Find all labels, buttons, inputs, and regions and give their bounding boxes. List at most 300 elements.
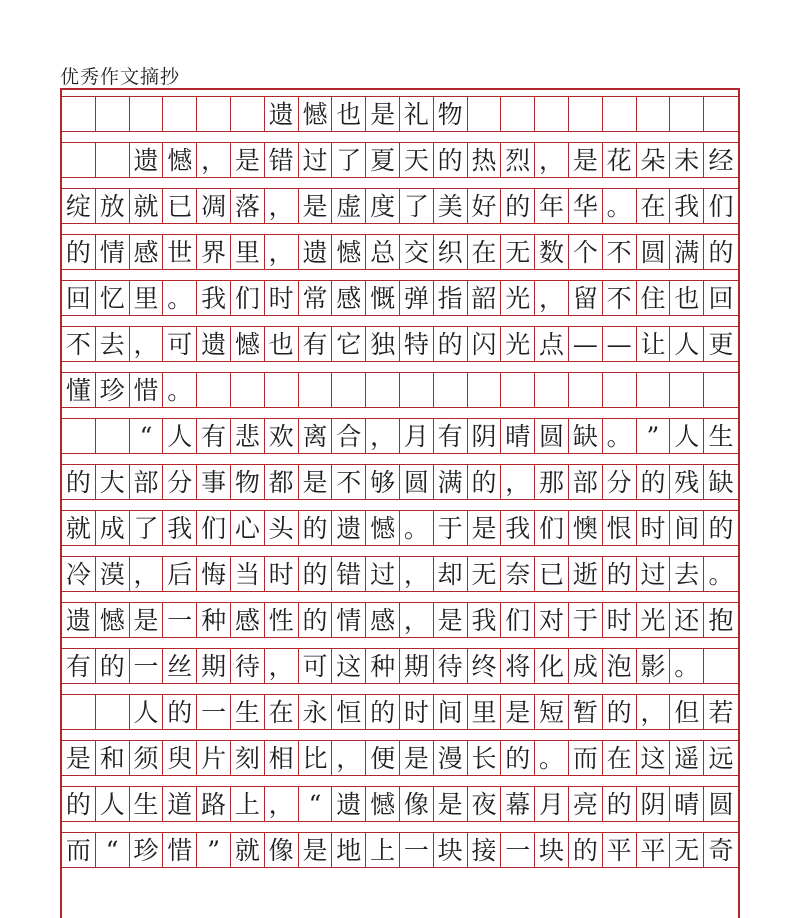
grid-cell: 丝 [163,649,197,683]
grid-cell: 光 [637,603,671,637]
grid-cell: 珍 [96,373,130,407]
grid-cell: 恒 [332,695,366,729]
grid-cell: 在 [603,741,637,775]
grid-cell: 于 [569,603,603,637]
grid-cell: 就 [130,189,164,223]
grid-cell: 憾 [96,603,130,637]
grid-cell: 悲 [231,419,265,453]
grid-cell: 的 [62,235,96,269]
grid-cell [231,97,265,131]
text-line [62,648,738,684]
grid-cell [299,373,333,407]
grid-cell: 都 [265,465,299,499]
grid-cell: 懂 [62,373,96,407]
grid-cell: 接 [468,833,502,867]
grid-cell: 终 [468,649,502,683]
grid-cell: 却 [434,557,468,591]
grid-cell: 天 [400,143,434,177]
grid-cell: “ [130,419,164,453]
grid-cell: 。 [163,373,197,407]
grid-cell: 是 [434,787,468,821]
grid-cell: 圆 [637,235,671,269]
grid-cell: 有 [197,419,231,453]
text-line [62,510,738,546]
grid-cell: 留 [569,281,603,315]
grid-cell: 像 [400,787,434,821]
grid-cell: 们 [197,511,231,545]
grid-cell: 须 [130,741,164,775]
grid-paper [60,88,740,918]
grid-cell: 在 [468,235,502,269]
grid-cell: 的 [637,465,671,499]
grid-cell: 感 [366,603,400,637]
grid-cell: 对 [535,603,569,637]
grid-cell: ， [130,327,164,361]
grid-cell: 月 [535,787,569,821]
grid-cell: 阴 [468,419,502,453]
grid-cell: 未 [670,143,704,177]
grid-cell: 像 [265,833,299,867]
grid-cell: ” [197,833,231,867]
grid-cell: ， [501,465,535,499]
grid-cell: 的 [96,649,130,683]
grid-cell: 合 [332,419,366,453]
grid-cell [569,97,603,131]
grid-cell: 块 [535,833,569,867]
grid-cell: 成 [96,511,130,545]
grid-cell: 感 [130,235,164,269]
grid-cell: 是 [62,741,96,775]
grid-cell: 憾 [332,235,366,269]
grid-cell: 憾 [163,143,197,177]
grid-cell: 凋 [197,189,231,223]
grid-cell: 这 [637,741,671,775]
grid-cell: 憾 [299,97,333,131]
grid-cell: 已 [163,189,197,223]
grid-cell [62,419,96,453]
grid-cell: 美 [434,189,468,223]
grid-cell [670,97,704,131]
grid-cell: 住 [637,281,671,315]
grid-cell: 欢 [265,419,299,453]
grid-cell: 是 [299,189,333,223]
grid-cell: 们 [535,511,569,545]
grid-cell: 我 [501,511,535,545]
grid-cell [603,97,637,131]
grid-cell: 缺 [708,467,734,497]
text-line [62,418,738,454]
grid-cell: 是 [366,97,400,131]
text-line [62,694,738,730]
grid-cell: 憾 [366,511,400,545]
grid-cell: 逝 [569,557,603,591]
grid-cell: ， [400,603,434,637]
grid-cell: 幕 [501,787,535,821]
text-line [62,234,738,270]
grid-cell: 人 [163,419,197,453]
grid-cell: 是 [434,603,468,637]
grid-cell: 年 [535,189,569,223]
grid-cell: 部 [130,465,164,499]
text-line [62,832,738,868]
text-line [62,556,738,592]
grid-cell: 情 [332,603,366,637]
grid-cell: 有 [299,327,333,361]
grid-cell: 悔 [197,557,231,591]
grid-cell: 待 [231,649,265,683]
grid-cell: 漠 [96,557,130,591]
grid-cell: 阴 [637,787,671,821]
grid-cell: 部 [569,465,603,499]
grid-cell: 生 [231,695,265,729]
grid-cell: 抱 [708,605,734,635]
grid-cell: ， [197,143,231,177]
grid-cell: 刻 [231,741,265,775]
grid-cell: 。 [603,189,637,223]
grid-cell: ” [637,419,671,453]
grid-cell: 物 [231,465,265,499]
grid-cell: 可 [163,327,197,361]
grid-cell: 种 [197,603,231,637]
grid-cell: 交 [400,235,434,269]
grid-cell: 分 [163,465,197,499]
grid-cell: 地 [332,833,366,867]
grid-cell: 了 [130,511,164,545]
grid-cell: 回 [708,283,734,313]
grid-cell: 月 [400,419,434,453]
grid-cell: 平 [637,833,671,867]
grid-cell: 憾 [366,787,400,821]
grid-cell: 圆 [535,419,569,453]
grid-cell: 物 [434,97,468,131]
grid-cell: 那 [535,465,569,499]
grid-cell: 是 [231,143,265,177]
grid-cell: 片 [197,741,231,775]
grid-cell: 的 [299,557,333,591]
grid-cell: 便 [366,741,400,775]
grid-cell: 可 [299,649,333,683]
grid-cell: 的 [569,833,603,867]
grid-cell: 一 [400,833,434,867]
grid-cell: 夜 [468,787,502,821]
grid-cell: 的 [501,189,535,223]
grid-cell: 的 [603,557,637,591]
grid-cell: 就 [62,511,96,545]
grid-cell: 的 [163,695,197,729]
grid-cell: 感 [231,603,265,637]
grid-cell: ， [332,741,366,775]
grid-cell: 。 [535,741,569,775]
grid-cell: — [569,327,603,361]
text-line [62,326,738,362]
grid-cell: 晴 [501,419,535,453]
grid-cell [637,373,671,407]
grid-cell: 暂 [569,695,603,729]
grid-cell: 。 [400,511,434,545]
grid-cell: 遗 [332,787,366,821]
text-line [62,372,738,408]
grid-cell: 成 [569,649,603,683]
grid-cell: 烈 [501,143,535,177]
text-line [62,602,738,638]
grid-cell: 的 [62,465,96,499]
grid-cell: 憾 [231,327,265,361]
grid-cell: 性 [265,603,299,637]
grid-cell [62,97,96,131]
grid-cell: 的 [62,787,96,821]
grid-cell: 里 [231,235,265,269]
grid-cell: 遗 [265,97,299,131]
grid-cell: 弹 [400,281,434,315]
grid-cell: 华 [569,189,603,223]
grid-cell: 将 [501,649,535,683]
text-line [62,280,738,316]
grid-cell: 不 [603,235,637,269]
grid-cell: 人 [670,419,704,453]
grid-cell: 是 [299,465,333,499]
grid-cell: 和 [96,741,130,775]
grid-cell: 亮 [569,787,603,821]
grid-cell: 是 [569,143,603,177]
grid-cell: 漫 [434,741,468,775]
grid-cell: 间 [434,695,468,729]
grid-cell [265,373,299,407]
grid-cell: ， [265,649,299,683]
grid-cell [96,97,130,131]
grid-cell: 期 [400,649,434,683]
grid-cell: 不 [332,465,366,499]
grid-cell: 它 [332,327,366,361]
grid-cell: 满 [434,465,468,499]
grid-cell: 晴 [670,787,704,821]
grid-cell: 已 [535,557,569,591]
grid-cell: 情 [96,235,130,269]
grid-cell: ， [265,189,299,223]
grid-cell: 块 [434,833,468,867]
grid-cell: 经 [708,145,734,175]
grid-cell: 待 [434,649,468,683]
grid-cell [62,143,96,177]
grid-cell: 生 [130,787,164,821]
text-line [62,464,738,500]
grid-cell: 平 [603,833,637,867]
grid-cell: 热 [468,143,502,177]
grid-cell [96,143,130,177]
grid-cell: 不 [62,327,96,361]
grid-cell: 一 [163,603,197,637]
grid-cell: 的 [434,143,468,177]
grid-cell: 过 [637,557,671,591]
grid-cell: 界 [197,235,231,269]
grid-cell [704,373,738,407]
grid-cell: 上 [366,833,400,867]
grid-cell: 影 [637,649,671,683]
grid-cell: 懊 [569,511,603,545]
grid-cell: 生 [708,421,734,451]
grid-cell [400,373,434,407]
grid-cell: 长 [468,741,502,775]
grid-cell: 我 [197,281,231,315]
grid-cell [704,97,738,131]
grid-cell: 里 [468,695,502,729]
grid-cell: 头 [265,511,299,545]
grid-cell: 一 [130,649,164,683]
grid-cell: 放 [96,189,130,223]
grid-cell: ， [265,235,299,269]
grid-cell: 去 [670,557,704,591]
text-line [62,142,738,178]
grid-cell [569,373,603,407]
grid-cell: “ [96,833,130,867]
grid-cell: 泡 [603,649,637,683]
grid-cell: 遥 [670,741,704,775]
grid-cell: 就 [231,833,265,867]
grid-cell [637,97,671,131]
grid-cell: 无 [468,557,502,591]
grid-cell: 的 [708,513,734,543]
grid-cell: 的 [603,695,637,729]
grid-cell: 永 [299,695,333,729]
heading-label: 优秀作文摘抄 [60,66,181,88]
grid-cell: 了 [332,143,366,177]
text-line [62,188,738,224]
grid-cell: ， [400,557,434,591]
grid-cell [130,97,164,131]
grid-cell [366,373,400,407]
text-line [62,740,738,776]
grid-cell: 里 [130,281,164,315]
grid-cell [468,373,502,407]
grid-cell: 时 [265,557,299,591]
grid-cell: 不 [603,281,637,315]
grid-cell: 遗 [332,511,366,545]
grid-cell: 惜 [130,373,164,407]
grid-cell [535,373,569,407]
grid-cell: 闪 [468,327,502,361]
grid-cell: 我 [468,603,502,637]
grid-cell: 大 [96,465,130,499]
grid-cell: 数 [535,235,569,269]
grid-cell: 夏 [366,143,400,177]
grid-cell: 时 [400,695,434,729]
grid-cell [197,97,231,131]
grid-cell: 了 [400,189,434,223]
grid-cell [96,419,130,453]
grid-cell: 们 [231,281,265,315]
grid-cell: 分 [603,465,637,499]
grid-cell: 离 [299,419,333,453]
grid-cell: 满 [670,235,704,269]
grid-cell: 惜 [163,833,197,867]
grid-cell: 缺 [569,419,603,453]
grid-cell: 事 [197,465,231,499]
grid-cell: 的 [434,327,468,361]
grid-cell: 让 [637,327,671,361]
grid-cell [197,373,231,407]
grid-cell: 总 [366,235,400,269]
grid-cell: 的 [603,787,637,821]
grid-cell: ， [130,557,164,591]
grid-cell: 路 [197,787,231,821]
grid-cell: 织 [434,235,468,269]
grid-cell: 花 [603,143,637,177]
grid-cell: 过 [299,143,333,177]
grid-cell: 感 [332,281,366,315]
grid-cell: 礼 [400,97,434,131]
grid-cell: 。 [670,649,704,683]
grid-cell: 光 [501,281,535,315]
grid-cell: 够 [366,465,400,499]
grid-cell: 但 [670,695,704,729]
grid-cell [501,373,535,407]
grid-cell: 度 [366,189,400,223]
grid-cell: 的 [299,511,333,545]
grid-cell: ， [535,281,569,315]
grid-cell: 后 [163,557,197,591]
grid-cell: 于 [434,511,468,545]
grid-cell [603,373,637,407]
grid-cell: 常 [299,281,333,315]
grid-cell: 时 [603,603,637,637]
grid-cell: 人 [670,327,704,361]
grid-cell: 朵 [637,143,671,177]
grid-cell: 光 [501,327,535,361]
grid-cell: 落 [231,189,265,223]
grid-cell: 上 [231,787,265,821]
grid-cell: 错 [332,557,366,591]
grid-cell: — [603,327,637,361]
grid-cell: 遗 [130,143,164,177]
grid-cell: 而 [569,741,603,775]
grid-cell: “ [299,787,333,821]
grid-cell: 过 [366,557,400,591]
grid-cell: 圆 [400,465,434,499]
grid-cell: 若 [708,697,734,727]
grid-cell: ， [535,143,569,177]
grid-cell: 冷 [62,557,96,591]
grid-cell: 世 [163,235,197,269]
grid-cell [670,373,704,407]
grid-cell: 化 [535,649,569,683]
grid-cell: 韶 [468,281,502,315]
grid-cell: 的 [366,695,400,729]
grid-cell: 远 [708,743,734,773]
grid-cell: 们 [501,603,535,637]
grid-cell: 而 [62,833,96,867]
grid-cell [468,97,502,131]
grid-cell: 无 [670,833,704,867]
grid-cell: 这 [332,649,366,683]
grid-cell: 好 [468,189,502,223]
grid-cell: 。 [163,281,197,315]
grid-cell: 也 [670,281,704,315]
grid-cell [501,97,535,131]
grid-cell: 残 [670,465,704,499]
grid-cell: 也 [265,327,299,361]
grid-cell: 间 [670,511,704,545]
grid-cell: ， [637,695,671,729]
grid-cell [535,97,569,131]
grid-cell: 是 [501,695,535,729]
grid-cell: 绽 [62,189,96,223]
grid-cell: 我 [163,511,197,545]
title-row [62,96,738,132]
grid-cell: 错 [265,143,299,177]
grid-cell: 的 [468,465,502,499]
grid-cell: 是 [130,603,164,637]
grid-cell [62,695,96,729]
grid-cell: 我 [670,189,704,223]
